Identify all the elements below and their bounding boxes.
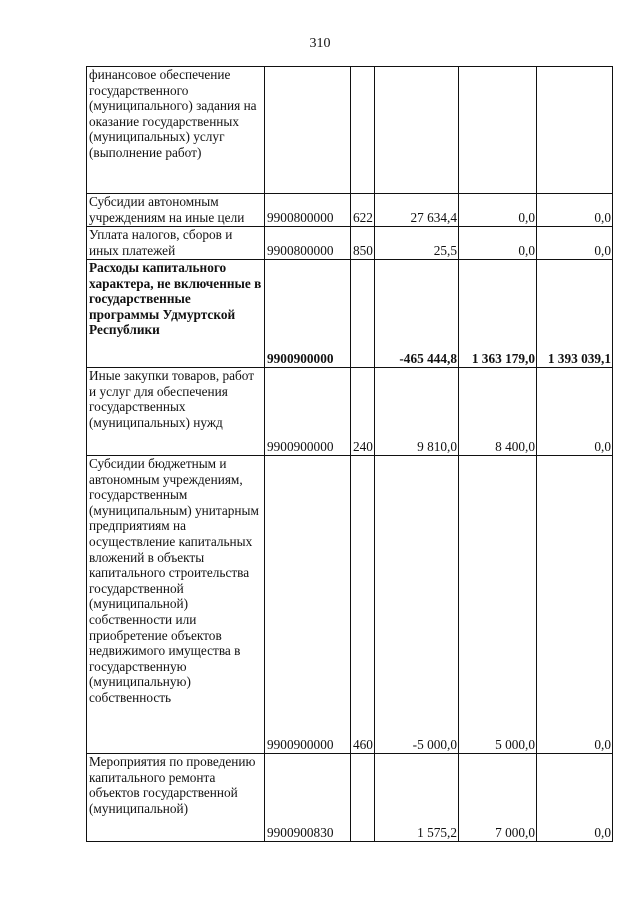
row-value-1: 1 575,2 [375,754,459,842]
row-code: 9900800000 [265,227,351,260]
table-row [87,194,613,227]
row-name: Уплата налогов, сборов и иных платежей [87,227,265,260]
table-row [87,227,613,260]
row-code: 9900900000 [265,260,351,368]
row-type: 460 [351,456,375,754]
row-type [351,260,375,368]
table-row-section-total [87,260,613,368]
budget-table [86,66,613,842]
row-value-3 [537,67,613,194]
row-value-1: 9 810,0 [375,368,459,456]
table-row [87,368,613,456]
row-value-2: 8 400,0 [459,368,537,456]
row-value-2: 0,0 [459,227,537,260]
row-code [265,67,351,194]
row-code: 9900900000 [265,456,351,754]
row-value-1: 27 634,4 [375,194,459,227]
row-value-3: 1 393 039,1 [537,260,613,368]
row-name: Субсидии бюджетным и автономным учреждениям, государственным (муниципальным) унитарным предприятиям на осуществление капитальных вложений в объекты капитального строительства государственной (муниципальной) собственности или приобретение объектов недвижимого имущества в государственную (муниципальную) собственность [87,456,265,754]
row-value-2: 5 000,0 [459,456,537,754]
table-row [87,67,613,194]
row-value-2: 7 000,0 [459,754,537,842]
row-type: 850 [351,227,375,260]
row-type: 622 [351,194,375,227]
row-name: Расходы капитального характера, не включенные в государственные программы Удмуртской Республики [87,260,265,368]
row-code: 9900900000 [265,368,351,456]
row-code: 9900900830 [265,754,351,842]
table-row [87,754,613,842]
page-number: 310 [309,36,331,51]
row-value-1 [375,67,459,194]
row-type [351,754,375,842]
row-name: Субсидии автономным учреждениям на иные цели [87,194,265,227]
row-value-1: -5 000,0 [375,456,459,754]
row-name: Иные закупки товаров, работ и услуг для обеспечения государственных (муниципальных) нужд [87,368,265,456]
row-name: Мероприятия по проведению капитального ремонта объектов государственной (муниципальной) [87,754,265,842]
row-value-3: 0,0 [537,754,613,842]
row-value-2 [459,67,537,194]
row-value-3: 0,0 [537,456,613,754]
row-type: 240 [351,368,375,456]
row-value-1: -465 444,8 [375,260,459,368]
row-code: 9900800000 [265,194,351,227]
row-value-1: 25,5 [375,227,459,260]
row-type [351,67,375,194]
row-value-3: 0,0 [537,194,613,227]
table-row [87,456,613,754]
row-value-2: 1 363 179,0 [459,260,537,368]
row-name: финансовое обеспечение государственного (муниципального) задания на оказание государственных (муниципальных) услуг (выполнение работ) [87,67,265,194]
row-value-3: 0,0 [537,227,613,260]
row-value-2: 0,0 [459,194,537,227]
row-value-3: 0,0 [537,368,613,456]
